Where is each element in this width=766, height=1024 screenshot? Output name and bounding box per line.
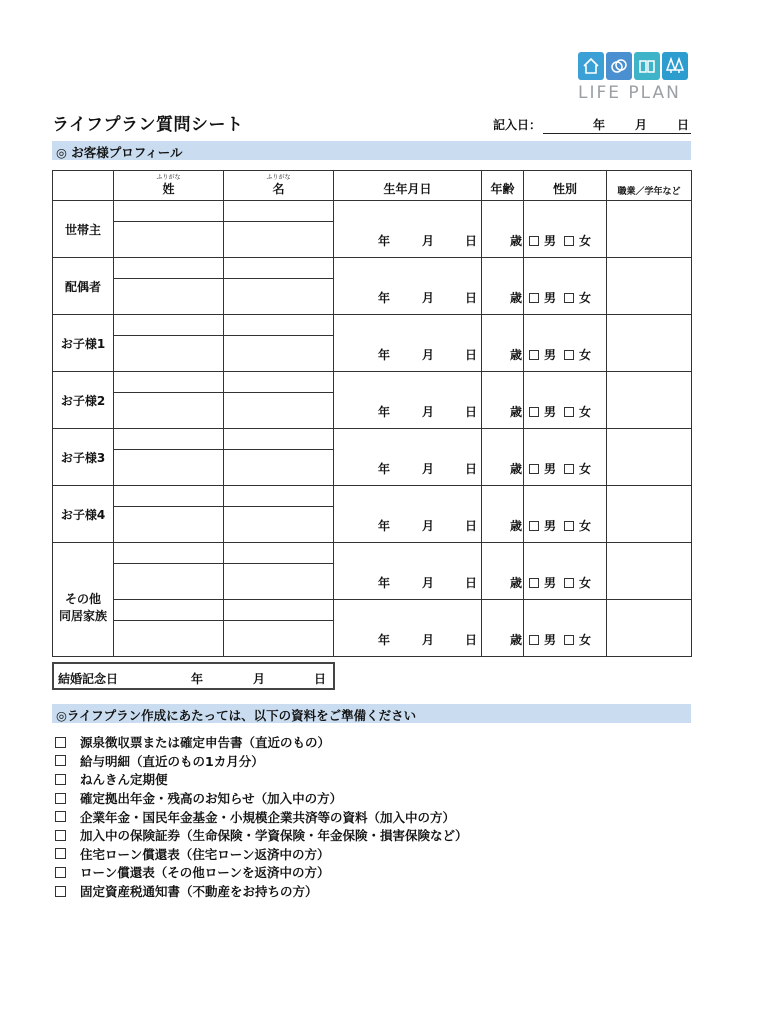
wedding-label: 結婚記念日 <box>58 672 119 686</box>
occupation-cell[interactable] <box>607 372 692 429</box>
logo-icons <box>578 52 692 80</box>
document-item[interactable] <box>55 807 468 826</box>
age-unit-label: 歳 <box>509 462 522 476</box>
furigana-label: ふりがな <box>156 174 181 181</box>
age-unit-label: 歳 <box>509 519 522 533</box>
wedding-year: 年 <box>191 672 204 686</box>
age-cell[interactable] <box>482 543 524 600</box>
document-checkbox[interactable] <box>55 867 66 878</box>
first-name-furigana-cell[interactable] <box>224 258 334 279</box>
document-label: 確定拠出年金・残高のお知らせ（加入中の方） <box>80 791 343 807</box>
occupation-cell[interactable] <box>607 201 692 258</box>
document-item[interactable] <box>55 789 468 808</box>
document-label: ねんきん定期便 <box>80 772 168 788</box>
header-last-name: ふりがな 姓 <box>114 171 224 201</box>
document-label: 給与明細（直近のもの1カ月分） <box>80 753 264 769</box>
document-label: 企業年金・国民年金基金・小規模企業共済等の資料（加入中の方） <box>80 809 456 825</box>
male-label: 男 <box>544 519 557 533</box>
male-label: 男 <box>544 462 557 476</box>
male-label: 男 <box>544 291 557 305</box>
entry-date-day: 日 <box>677 118 690 132</box>
birth-year-label: 年 <box>378 519 391 533</box>
birth-day-label: 日 <box>465 291 478 305</box>
table-row <box>53 258 692 279</box>
birth-month-label: 月 <box>422 405 435 419</box>
document-checkbox[interactable] <box>55 811 66 822</box>
document-label: 固定資産税通知書（不動産をお持ちの方） <box>80 884 318 900</box>
age-cell[interactable] <box>482 258 524 315</box>
female-label: 女 <box>579 348 592 362</box>
female-checkbox[interactable] <box>564 521 574 531</box>
birthdate-cell[interactable] <box>334 543 482 600</box>
male-checkbox[interactable] <box>529 464 539 474</box>
birth-day-label: 日 <box>465 633 478 647</box>
birthdate-cell[interactable] <box>334 315 482 372</box>
gender-cell <box>524 543 607 600</box>
document-checkbox[interactable] <box>55 774 66 785</box>
document-checkbox[interactable] <box>55 737 66 748</box>
last-name-furigana-cell[interactable] <box>114 486 224 507</box>
first-name-cell[interactable] <box>224 450 334 486</box>
document-item[interactable] <box>55 863 468 882</box>
last-name-furigana-cell[interactable] <box>114 258 224 279</box>
birthdate-cell[interactable] <box>334 600 482 657</box>
entry-date-underline <box>543 133 691 134</box>
person-label: 配偶者 <box>53 258 114 315</box>
person-label: お子様2 <box>53 372 114 429</box>
document-item[interactable] <box>55 882 468 901</box>
occupation-cell[interactable] <box>607 315 692 372</box>
age-unit-label: 歳 <box>509 234 522 248</box>
rings-icon <box>606 52 632 80</box>
furigana-label: ふりがな <box>266 174 291 181</box>
house-icon <box>578 52 604 80</box>
age-unit-label: 歳 <box>509 348 522 362</box>
logo-text: LIFE PLAN <box>578 83 681 103</box>
female-label: 女 <box>579 291 592 305</box>
first-name-cell[interactable] <box>224 507 334 543</box>
header-birthdate: 生年月日 <box>334 171 482 201</box>
first-name-cell[interactable] <box>224 279 334 315</box>
entry-date-label: 記入日： <box>493 118 542 132</box>
first-name-furigana-cell[interactable] <box>224 429 334 450</box>
document-label: 加入中の保険証券（生命保険・学資保険・年金保険・損害保険など） <box>80 828 468 844</box>
last-name-furigana-cell[interactable] <box>114 372 224 393</box>
female-checkbox[interactable] <box>564 464 574 474</box>
entry-date-year: 年 <box>593 118 606 132</box>
last-name-furigana-cell[interactable] <box>114 429 224 450</box>
last-name-furigana-cell[interactable] <box>114 201 224 222</box>
birth-day-label: 日 <box>465 348 478 362</box>
birth-month-label: 月 <box>422 633 435 647</box>
last-name-cell[interactable] <box>114 393 224 429</box>
first-name-cell[interactable] <box>224 621 334 657</box>
documents-section-header: ◎ライフプラン作成にあたっては、以下の資料をご準備ください <box>52 704 691 723</box>
age-cell[interactable] <box>482 429 524 486</box>
wedding-anniversary-field[interactable] <box>52 662 335 690</box>
age-unit-label: 歳 <box>509 405 522 419</box>
header-first-name: ふりがな 名 <box>224 171 334 201</box>
person-label: お子様1 <box>53 315 114 372</box>
trees-icon <box>662 52 688 80</box>
first-name-furigana-cell[interactable] <box>224 315 334 336</box>
person-label: お子様3 <box>53 429 114 486</box>
birth-month-label: 月 <box>422 234 435 248</box>
gender-cell <box>524 429 607 486</box>
birth-year-label: 年 <box>378 405 391 419</box>
birth-day-label: 日 <box>465 405 478 419</box>
birth-year-label: 年 <box>378 633 391 647</box>
birth-day-label: 日 <box>465 519 478 533</box>
female-checkbox[interactable] <box>564 578 574 588</box>
last-name-furigana-cell[interactable] <box>114 315 224 336</box>
document-label: ローン償還表（その他ローンを返済中の方） <box>80 865 330 881</box>
gender-cell <box>524 372 607 429</box>
gender-cell <box>524 315 607 372</box>
birth-year-label: 年 <box>378 462 391 476</box>
male-checkbox[interactable] <box>529 578 539 588</box>
birth-year-label: 年 <box>378 291 391 305</box>
age-cell[interactable] <box>482 201 524 258</box>
birth-year-label: 年 <box>378 348 391 362</box>
document-item[interactable] <box>55 770 468 789</box>
first-name-furigana-cell[interactable] <box>224 201 334 222</box>
person-label: お子様4 <box>53 486 114 543</box>
birth-month-label: 月 <box>422 519 435 533</box>
last-name-furigana-cell[interactable] <box>114 543 224 564</box>
female-label: 女 <box>579 462 592 476</box>
age-cell[interactable] <box>482 600 524 657</box>
birth-day-label: 日 <box>465 576 478 590</box>
first-name-cell[interactable] <box>224 336 334 372</box>
female-checkbox[interactable] <box>564 635 574 645</box>
birthdate-cell[interactable] <box>334 429 482 486</box>
wedding-day: 日 <box>314 672 327 686</box>
profile-section-header: ◎ お客様プロフィール <box>52 141 691 160</box>
birth-year-label: 年 <box>378 576 391 590</box>
document-checkbox[interactable] <box>55 848 66 859</box>
table-row <box>53 543 692 564</box>
required-documents-list <box>55 733 468 900</box>
first-name-cell[interactable] <box>224 222 334 258</box>
document-checkbox[interactable] <box>55 886 66 897</box>
occupation-cell[interactable] <box>607 600 692 657</box>
last-name-cell[interactable] <box>114 279 224 315</box>
other-family-label: その他 同居家族 <box>53 543 114 657</box>
document-title: ライフプラン質問シート <box>52 115 244 135</box>
male-label: 男 <box>544 348 557 362</box>
header-occupation: 職業／学年など <box>607 171 692 201</box>
first-name-cell[interactable] <box>224 393 334 429</box>
gender-cell <box>524 258 607 315</box>
male-label: 男 <box>544 405 557 419</box>
customer-profile-table <box>52 170 692 657</box>
table-header-row <box>53 171 692 201</box>
male-label: 男 <box>544 633 557 647</box>
birth-day-label: 日 <box>465 234 478 248</box>
male-checkbox[interactable] <box>529 635 539 645</box>
female-label: 女 <box>579 234 592 248</box>
male-checkbox[interactable] <box>529 293 539 303</box>
document-checkbox[interactable] <box>55 755 66 766</box>
first-name-cell[interactable] <box>224 564 334 600</box>
document-checkbox[interactable] <box>55 830 66 841</box>
entry-date-field[interactable] <box>493 114 691 134</box>
first-name-furigana-cell[interactable] <box>224 486 334 507</box>
first-name-furigana-cell[interactable] <box>224 372 334 393</box>
age-cell[interactable] <box>482 372 524 429</box>
last-name-cell[interactable] <box>114 507 224 543</box>
document-item[interactable] <box>55 845 468 864</box>
female-checkbox[interactable] <box>564 350 574 360</box>
first-name-furigana-cell[interactable] <box>224 543 334 564</box>
birth-month-label: 月 <box>422 348 435 362</box>
birth-year-label: 年 <box>378 234 391 248</box>
male-checkbox[interactable] <box>529 407 539 417</box>
female-label: 女 <box>579 519 592 533</box>
male-checkbox[interactable] <box>529 236 539 246</box>
header-age: 年齢 <box>482 171 524 201</box>
female-checkbox[interactable] <box>564 407 574 417</box>
table-row <box>53 600 692 621</box>
age-unit-label: 歳 <box>509 576 522 590</box>
age-cell[interactable] <box>482 486 524 543</box>
female-checkbox[interactable] <box>564 236 574 246</box>
first-name-furigana-cell[interactable] <box>224 600 334 621</box>
birth-day-label: 日 <box>465 462 478 476</box>
age-unit-label: 歳 <box>509 633 522 647</box>
birthdate-cell[interactable] <box>334 201 482 258</box>
entry-date-month: 月 <box>635 118 648 132</box>
birthdate-cell[interactable] <box>334 372 482 429</box>
table-row <box>53 201 692 222</box>
occupation-cell[interactable] <box>607 258 692 315</box>
document-item[interactable] <box>55 826 468 845</box>
male-label: 男 <box>544 576 557 590</box>
table-row <box>53 372 692 393</box>
header-gender: 性別 <box>524 171 607 201</box>
book-icon <box>634 52 660 80</box>
female-label: 女 <box>579 405 592 419</box>
table-row <box>53 486 692 507</box>
birth-month-label: 月 <box>422 576 435 590</box>
last-name-cell[interactable] <box>114 336 224 372</box>
header-blank <box>53 171 114 201</box>
gender-cell <box>524 201 607 258</box>
wedding-month: 月 <box>253 672 266 686</box>
birth-month-label: 月 <box>422 462 435 476</box>
last-name-furigana-cell[interactable] <box>114 600 224 621</box>
occupation-cell[interactable] <box>607 429 692 486</box>
document-item[interactable] <box>55 733 468 752</box>
male-checkbox[interactable] <box>529 350 539 360</box>
last-name-cell[interactable] <box>114 450 224 486</box>
male-label: 男 <box>544 234 557 248</box>
birth-month-label: 月 <box>422 291 435 305</box>
last-name-cell[interactable] <box>114 222 224 258</box>
birthdate-cell[interactable] <box>334 258 482 315</box>
document-label: 住宅ローン償還表（住宅ローン返済中の方） <box>80 846 330 862</box>
age-cell[interactable] <box>482 315 524 372</box>
document-item[interactable] <box>55 752 468 771</box>
last-name-cell[interactable] <box>114 621 224 657</box>
age-unit-label: 歳 <box>509 291 522 305</box>
document-checkbox[interactable] <box>55 793 66 804</box>
gender-cell <box>524 486 607 543</box>
occupation-cell[interactable] <box>607 486 692 543</box>
last-name-cell[interactable] <box>114 564 224 600</box>
life-plan-logo <box>578 52 692 104</box>
female-checkbox[interactable] <box>564 293 574 303</box>
male-checkbox[interactable] <box>529 521 539 531</box>
person-label: 世帯主 <box>53 201 114 258</box>
table-row <box>53 429 692 450</box>
gender-cell <box>524 600 607 657</box>
birthdate-cell[interactable] <box>334 486 482 543</box>
female-label: 女 <box>579 633 592 647</box>
female-label: 女 <box>579 576 592 590</box>
occupation-cell[interactable] <box>607 543 692 600</box>
table-row <box>53 315 692 336</box>
document-label: 源泉徴収票または確定申告書（直近のもの） <box>80 735 331 751</box>
